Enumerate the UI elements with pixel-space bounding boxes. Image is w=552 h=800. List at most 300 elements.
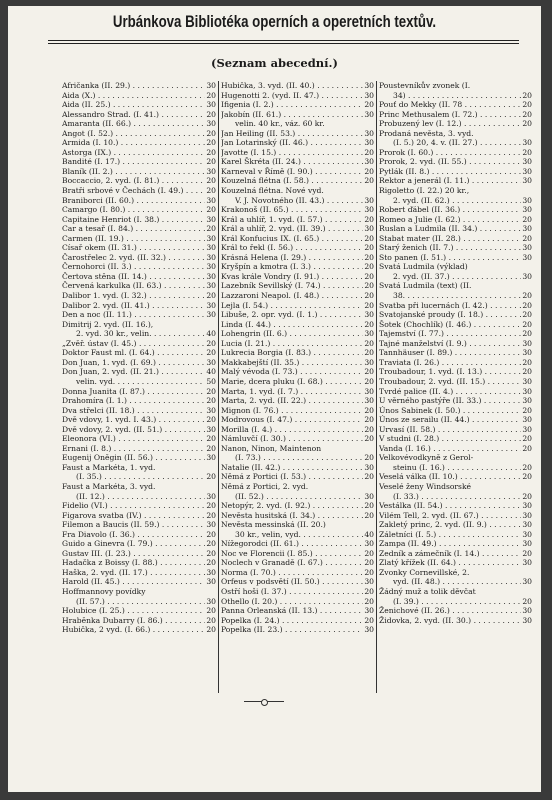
catalog-entry: [221, 348, 374, 358]
entry-title: Carmen (II. 19.) . . .: [62, 234, 205, 244]
entry-price: 20: [206, 157, 216, 167]
catalog-entry: [62, 577, 216, 587]
catalog-entry: [379, 501, 532, 511]
entry-title: Nížegorodci (II. 61.) . . .: [221, 539, 363, 549]
entry-price: 30: [206, 357, 216, 367]
catalog-entry: [221, 587, 374, 597]
catalog-entry: [379, 367, 532, 377]
entry-title: Robert ďábel (II. 36.) . . .: [379, 205, 521, 215]
entry-title: Fra Diavolo (I. 36.) . . .: [62, 530, 205, 540]
entry-price: 20: [206, 558, 216, 568]
entry-price: 20: [206, 176, 216, 186]
entry-price: [373, 444, 374, 454]
entry-title: Kryšpín a kmotra (I. 3.) . . .: [221, 262, 363, 272]
catalog-entry: [221, 157, 374, 167]
catalog-entry: [221, 472, 374, 482]
catalog-entry: [62, 558, 216, 568]
entry-title: Prorok, 2. vyd. (II. 55.) . . .: [379, 157, 521, 167]
entry-price: 20: [522, 434, 532, 444]
entry-title: Kouzelná flétna. Nové vyd.: [221, 186, 324, 196]
entry-title: Doktor Faust ml. (I. 64.) . . .: [62, 348, 205, 358]
entry-price: 20: [522, 443, 532, 453]
catalog-entry: [379, 281, 532, 291]
entry-price: 30: [206, 81, 216, 90]
catalog-entry: [62, 492, 216, 502]
entry-title: Panna Orleanská (II. 13.) . . .: [221, 606, 363, 616]
entry-price: 30: [364, 128, 374, 138]
entry-price: [531, 186, 532, 196]
entry-price: 30: [206, 214, 216, 224]
entry-title: Lazebník Sevillský (I. 74.) . . .: [221, 281, 363, 291]
entry-title: Veselá válka (II. 10.) . . .: [379, 472, 521, 482]
entry-title: Mignon (I. 76.) . . .: [221, 406, 363, 416]
entry-price: 20: [522, 405, 532, 415]
entry-price: 20: [522, 357, 532, 367]
entry-price: 20: [522, 319, 532, 329]
entry-price: 20: [364, 510, 374, 520]
catalog-entry: [221, 196, 374, 206]
catalog-entry: [221, 339, 374, 349]
entry-title: V. J. Novotného (II. 43.) . . .: [235, 196, 363, 206]
entry-title: Popelka (I. 24.) . . .: [221, 616, 363, 626]
entry-price: 30: [206, 567, 216, 577]
catalog-entry: [62, 539, 216, 549]
entry-price: 40: [364, 529, 374, 539]
entry-price: 20: [522, 147, 532, 157]
entry-title: Camargo (I. 80.) . . .: [62, 205, 205, 215]
entry-title: Vestálka (II. 54.) . . .: [379, 501, 521, 511]
entry-title: Sto panen (I. 51.) . . .: [379, 253, 521, 263]
entry-title: Angot (I. 52.) . . .: [62, 129, 205, 139]
entry-price: [531, 482, 532, 492]
entry-title: Dvě vdovy, 2. vyd. (II. 51.) . . .: [62, 425, 205, 435]
entry-price: 30: [364, 491, 374, 501]
entry-title: Nevěsta husitská (I. 34.) . . .: [221, 511, 363, 521]
entry-title: Linda (I. 44.) . . .: [221, 320, 363, 330]
catalog-entry: [379, 243, 532, 253]
entry-price: 20: [364, 271, 374, 281]
entry-title: Den a noc (II. 11.) . . .: [62, 310, 205, 320]
catalog-column-3: [376, 81, 534, 693]
catalog-entry: [62, 138, 216, 148]
catalog-entry: [221, 262, 374, 272]
entry-price: 30: [522, 424, 532, 434]
entry-title: Vanda (I. 16.) . . .: [379, 444, 521, 454]
entry-title: 38. . . .: [393, 291, 521, 301]
catalog-entry: [62, 310, 216, 320]
catalog-entry: [379, 434, 532, 444]
catalog-entry: [379, 453, 532, 463]
entry-title: Blaník (II. 2.) . . .: [62, 167, 205, 177]
entry-price: 30: [364, 90, 374, 100]
catalog-entry: [62, 482, 216, 492]
entry-price: 20: [206, 606, 216, 616]
entry-price: 20: [364, 100, 374, 110]
entry-title: Holubice (I. 25.) . . .: [62, 606, 205, 616]
entry-title: Žádný muž a tolik děvčat: [379, 586, 476, 596]
entry-title: Eugenij Oněgin (II. 56.) . . .: [62, 453, 205, 463]
entry-title: Svatá Ludmila (výklad): [379, 262, 468, 272]
entry-title: Židovka, 2. vyd. (II. 30.) . . .: [379, 616, 521, 626]
entry-price: 30: [206, 310, 216, 320]
entry-price: [531, 129, 532, 139]
catalog-entry: [221, 463, 374, 473]
catalog-column-2: [218, 81, 376, 693]
catalog-entry: [379, 234, 532, 244]
entry-price: 20: [364, 214, 374, 224]
entry-title: Noclech v Granadě (I. 67.) . . .: [221, 558, 363, 568]
entry-price: 20: [522, 491, 532, 501]
entry-title: Prodaná nevěsta, 3. vyd.: [379, 128, 474, 138]
entry-price: [531, 81, 532, 91]
catalog-entry: [379, 81, 532, 91]
entry-price: 20: [206, 510, 216, 520]
catalog-entry: [221, 329, 374, 339]
entry-title: Dalibor 2. vyd. (II. 41.) . . .: [62, 301, 205, 311]
entry-title: Krakonoš (II. 65.) . . .: [221, 205, 363, 215]
entry-title: Hadačka z Boissy (I. 88.) . . .: [62, 558, 205, 568]
catalog-entry: [379, 320, 532, 330]
entry-title: Romeo a Julie (I. 62.) . . .: [379, 215, 521, 225]
entry-title: Zampa (II. 49.) . . .: [379, 539, 521, 549]
catalog-entry: [221, 558, 374, 568]
catalog-entry: [62, 367, 216, 377]
entry-title: Němá z Portici (I. 53.) . . .: [221, 472, 363, 482]
entry-price: 30: [206, 119, 216, 129]
catalog-entry: [379, 415, 532, 425]
entry-title: Dalibor 1. vyd. (I. 32.) . . .: [62, 291, 205, 301]
entry-title: Aida (II. 25.) . . .: [62, 100, 205, 110]
entry-price: 20: [364, 348, 374, 358]
entry-price: 20: [522, 548, 532, 558]
entry-title: Troubadour, 2. vyd. (II. 15.) . . .: [379, 377, 521, 387]
catalog-entry: [379, 396, 532, 406]
catalog-entry: [221, 387, 374, 397]
entry-title: Don Juan, 2. vyd. (II. 21.) . . .: [62, 367, 205, 377]
entry-title: Stabat mater (II. 28.) . . .: [379, 234, 521, 244]
entry-title: Nevěsta messinská (II. 20.): [221, 520, 326, 530]
catalog-entry: [379, 568, 532, 578]
entry-title: Šotek (Chochlík) (I. 46.) . . .: [379, 320, 521, 330]
catalog-entry: [221, 138, 374, 148]
entry-title: Jan Lotarinský (II. 46.) . . .: [221, 138, 363, 148]
entry-title: Hraběnka Dubarry (I. 86.) . . .: [62, 616, 205, 626]
catalog-entry: [221, 205, 374, 215]
catalog-entry: [62, 110, 216, 120]
entry-price: 20: [522, 214, 532, 224]
catalog-entry: [379, 301, 532, 311]
entry-title: Marie, dcera pluku (I. 68.) . . .: [221, 377, 363, 387]
catalog-entry: [221, 396, 374, 406]
entry-price: 30: [522, 166, 532, 176]
catalog-entry: [62, 606, 216, 616]
catalog-entry: [62, 234, 216, 244]
entry-title: Námluvčí (I. 30.) . . .: [221, 434, 363, 444]
catalog-entry: [62, 348, 216, 358]
entry-title: 34) . . .: [393, 91, 521, 101]
entry-title: Armida (I. 10.) . . .: [62, 138, 205, 148]
entry-title: Zlatý křížek (II. 64.) . . .: [379, 558, 521, 568]
entry-price: 30: [364, 539, 374, 549]
entry-price: 20: [522, 119, 532, 129]
entry-title: Císař okem (II. 31.) . . .: [62, 243, 205, 253]
entry-price: 30: [522, 243, 532, 253]
catalog-entry: [379, 425, 532, 435]
entry-price: 20: [522, 367, 532, 377]
entry-title: Afričanka (II. 29.) . . .: [62, 81, 205, 91]
catalog-entry: [379, 91, 532, 101]
catalog-entry: [62, 157, 216, 167]
catalog-entry: [62, 501, 216, 511]
entry-price: 20: [522, 109, 532, 119]
entry-price: [531, 587, 532, 597]
entry-price: 30: [206, 300, 216, 310]
catalog-entry: [379, 348, 532, 358]
entry-price: 30: [522, 348, 532, 358]
catalog-entry: [379, 310, 532, 320]
catalog-entry: [221, 577, 374, 587]
entry-price: 20: [364, 453, 374, 463]
entry-title: Svatba při lucernách (I. 42.) . . .: [379, 301, 521, 311]
entry-title: Makkabejští (II. 35.) . . .: [221, 358, 363, 368]
catalog-entry: [221, 415, 374, 425]
entry-title: Karel Škréta (II. 24.) . . .: [221, 157, 363, 167]
catalog-entry: [62, 100, 216, 110]
entry-price: 20: [206, 548, 216, 558]
entry-price: 20: [206, 338, 216, 348]
catalog-entry: [62, 587, 216, 597]
catalog-entry: [221, 243, 374, 253]
catalog-entry: [62, 148, 216, 158]
catalog-entry: [62, 358, 216, 368]
catalog-entry: [62, 425, 216, 435]
entry-title: Král to řekl (I. 56.) . . .: [221, 243, 363, 253]
entry-price: 30: [206, 491, 216, 501]
catalog-entry: [379, 272, 532, 282]
entry-title: 2. vyd. (II. 62.) . . .: [393, 196, 521, 206]
entry-title: (I. 33.) . . .: [393, 492, 521, 502]
catalog-entry: [221, 215, 374, 225]
catalog-entry: [379, 558, 532, 568]
entry-title: Malý vévoda (I. 73.) . . .: [221, 367, 363, 377]
catalog-entry: [62, 91, 216, 101]
entry-price: 30: [364, 577, 374, 587]
entry-title: Probuzený lev (I. 12.) . . .: [379, 119, 521, 129]
entry-price: 30: [364, 625, 374, 635]
catalog-entry: [379, 291, 532, 301]
catalog-entry: [62, 444, 216, 454]
entry-title: Othello (I. 20.) . . .: [221, 597, 363, 607]
entry-title: Ernani (I. 8.) . . .: [62, 444, 205, 454]
entry-price: 20: [364, 558, 374, 568]
entry-price: 20: [364, 415, 374, 425]
entry-title: (I. 73.) . . .: [235, 453, 363, 463]
entry-price: 20: [206, 529, 216, 539]
entry-price: 20: [206, 539, 216, 549]
entry-title: Krásná Helena (I. 29.) . . .: [221, 253, 363, 263]
catalog-entry: [379, 511, 532, 521]
catalog-entry: [62, 281, 216, 291]
entry-price: 30: [522, 138, 532, 148]
entry-title: V studni (I. 28.) . . .: [379, 434, 521, 444]
entry-title: Ostří hoši (I. 37.) . . .: [221, 587, 363, 597]
catalog-entry: [221, 129, 374, 139]
catalog-entry: [379, 492, 532, 502]
entry-price: 20: [206, 128, 216, 138]
entry-title: Guido a Ginevra (I. 79.) . . .: [62, 539, 205, 549]
entry-price: 30: [522, 510, 532, 520]
catalog-entry: [62, 262, 216, 272]
catalog-entry: [221, 549, 374, 559]
entry-title: Dimitrij 2. vyd. (II. 16.),: [62, 319, 154, 329]
entry-price: 30: [364, 462, 374, 472]
catalog-entry: [221, 186, 374, 196]
entry-title: Natalie (II. 42.) . . .: [221, 463, 363, 473]
catalog-entry: [379, 377, 532, 387]
entry-price: 30: [364, 386, 374, 396]
catalog-entry: [379, 138, 532, 148]
entry-price: 20: [206, 501, 216, 511]
entry-price: 20: [522, 291, 532, 301]
catalog-entry: [379, 539, 532, 549]
entry-price: 30: [364, 357, 374, 367]
entry-title: Haška, 2. vyd. (II. 17.) . . .: [62, 568, 205, 578]
entry-title: Poustevníkův zvonek (I.: [379, 81, 471, 90]
entry-title: Ženichové (II. 26.) . . .: [379, 606, 521, 616]
entry-title: (I. 35.) . . .: [76, 472, 205, 482]
catalog-entry: [62, 339, 216, 349]
entry-title: „Zvěř. ústav (I. 45.) . . .: [62, 339, 205, 349]
entry-title: Libuše, 2. opr. vyd. (I. 1.) . . .: [221, 310, 363, 320]
entry-price: 20: [206, 205, 216, 215]
entry-title: Prorok (I. 60.) . . .: [379, 148, 521, 158]
catalog-entry: [62, 549, 216, 559]
catalog-entry: [62, 176, 216, 186]
entry-price: 20: [522, 233, 532, 243]
catalog-entry: [221, 253, 374, 263]
entry-title: Rektor a jenerál (I. 11.) . . .: [379, 176, 521, 186]
entry-title: Noc ve Florencii (I. 85.) . . .: [221, 549, 363, 559]
catalog-entry: [62, 243, 216, 253]
page-subtitle: (Seznam abecední.): [211, 56, 338, 70]
entry-title: Tajné manželství (I. 9.) . . .: [379, 339, 521, 349]
entry-price: 20: [522, 310, 532, 320]
end-ornament: [244, 701, 284, 704]
catalog-entry: [62, 301, 216, 311]
catalog-entry: [62, 625, 216, 635]
entry-title: Dva střelci (II. 18.) . . .: [62, 406, 205, 416]
entry-title: Drahomíra (I. 1.) . . .: [62, 396, 205, 406]
catalog-entry: [221, 234, 374, 244]
entry-price: 30: [522, 501, 532, 511]
entry-price: 20: [364, 596, 374, 606]
catalog-entry: [379, 224, 532, 234]
catalog-entry: [221, 358, 374, 368]
entry-price: [373, 119, 374, 129]
catalog-entry: [62, 434, 216, 444]
entry-price: 20: [206, 224, 216, 234]
entry-price: [531, 453, 532, 463]
entry-title: Jan Heiling (II. 53.) . . .: [221, 129, 363, 139]
entry-price: 30: [522, 338, 532, 348]
catalog-entry: [221, 511, 374, 521]
catalog-entry: [221, 530, 374, 540]
entry-title: vyd. (II. 48.) . . .: [393, 577, 521, 587]
entry-price: 30: [206, 405, 216, 415]
entry-title: Veselé ženy Windsorské: [379, 481, 472, 491]
catalog-entry: [379, 110, 532, 120]
catalog-entry: [221, 406, 374, 416]
entry-price: 50: [206, 376, 216, 386]
entry-title: Car a tesař (I. 84.) . . .: [62, 224, 205, 234]
catalog-entry: [62, 530, 216, 540]
entry-price: 20: [364, 338, 374, 348]
title-rule: [48, 40, 519, 41]
entry-title: Princ Methusalem (I. 72.) . . .: [379, 110, 521, 120]
catalog-entry: [221, 310, 374, 320]
entry-title: Lohengrin (II. 6.) . . .: [221, 329, 363, 339]
entry-price: 20: [364, 567, 374, 577]
catalog-entry: [62, 472, 216, 482]
entry-title: Astorga (IX.) . . .: [62, 148, 205, 158]
entry-price: 30: [522, 415, 532, 425]
entry-price: 40: [206, 367, 216, 377]
entry-price: 20: [522, 100, 532, 110]
entry-title: Jakobín (II. 61.) . . .: [221, 110, 363, 120]
entry-price: 30: [522, 205, 532, 215]
catalog-entry: [62, 81, 216, 91]
entry-price: 30: [364, 396, 374, 406]
entry-title: Popelka (II. 23.) . . .: [221, 625, 363, 635]
entry-price: 20: [522, 462, 532, 472]
entry-price: 20: [364, 291, 374, 301]
catalog-entry: [62, 396, 216, 406]
catalog-entry: [221, 625, 374, 635]
entry-title: Eleonora (VI.) . . .: [62, 434, 205, 444]
catalog-entry: [62, 167, 216, 177]
entry-price: [373, 482, 374, 492]
entry-title: velin. 40 kr., váz. 60 kr.: [235, 119, 325, 129]
entry-title: Starý ženich (II. 7.) . . .: [379, 243, 521, 253]
entry-title: Fidelio (VI.) . . .: [62, 501, 205, 511]
entry-price: 30: [364, 157, 374, 167]
catalog-entry: [62, 320, 216, 330]
entry-title: Tajemství (I. 77.) . . .: [379, 329, 521, 339]
entry-price: 20: [364, 501, 374, 511]
entry-price: 20: [364, 424, 374, 434]
entry-title: Velkovévodkyně z Gerol-: [379, 453, 474, 463]
catalog-entry: [62, 253, 216, 263]
entry-price: 30: [206, 281, 216, 291]
entry-price: 30: [364, 109, 374, 119]
entry-price: 20: [364, 434, 374, 444]
title-rule-double: [48, 43, 519, 44]
entry-price: 30: [522, 271, 532, 281]
entry-price: 20: [522, 329, 532, 339]
entry-price: 30: [206, 252, 216, 262]
catalog-entry: [62, 119, 216, 129]
catalog-entry: [221, 281, 374, 291]
entry-title: (II. 57.) . . .: [76, 597, 205, 607]
entry-title: Gustav III. (I. 23.) . . .: [62, 549, 205, 559]
entry-title: 2. vyd. (II. 37.) . . .: [393, 272, 521, 282]
catalog-entry: [379, 463, 532, 473]
catalog-entry: [379, 358, 532, 368]
catalog-entry: [379, 606, 532, 616]
catalog-entry: [221, 320, 374, 330]
entry-price: 20: [364, 472, 374, 482]
entry-price: [373, 186, 374, 196]
